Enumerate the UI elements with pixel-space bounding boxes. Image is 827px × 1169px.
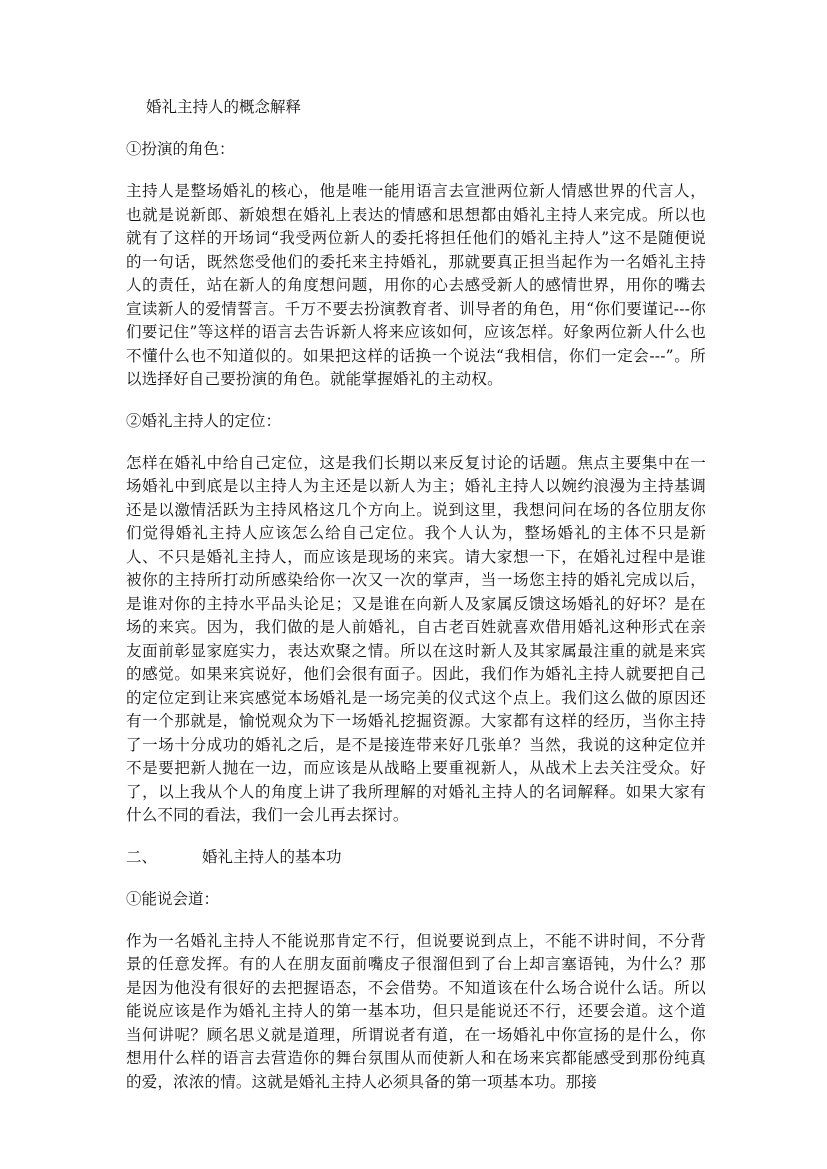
section-heading-speaking: ①能说会道： (126, 889, 220, 908)
part-two-number: 二、 (126, 847, 158, 866)
part-two-heading (126, 846, 706, 870)
paragraph-positioning: 怎样在婚礼中给自己定位，这是我们长期以来反复讨论的话题。焦点主要集中在一场婚礼中到底是以主持人为主还是以新人为主；婚礼主持人以婉约浪漫为主持基调还是以激情活跃为主持风格这几个方向上。说到这里，我想问问在场的各位朋友你们觉得婚礼主持人应该怎么给自己定位。我个人认为，整场婚礼的主体不只是新人、不只是婚礼主持人，而应该是现场的来宾。请大家想一下，在婚礼过程中是谁被你的主持所打动所感染给你一次又一次的掌声，当一场您主持的婚礼完成以后，是谁对你的主持水平品头论足；又是谁在向新人及家属反馈这场婚礼的好坏？是在场的来宾。因为，我们做的是人前婚礼，自古老百姓就喜欢借用婚礼这种形式在亲友面前彰显家庭实力，表达欢聚之情。所以在这时新人及其家属最注重的就是来宾的感觉。如果来宾说好，他们会很有面子。因此，我们作为婚礼主持人就要把自己的定位定到让来宾感觉本场婚礼是一场完美的仪式这个点上。我们这么做的原因还有一个那就是，愉悦观众为下一场婚礼挖掘资源。大家都有这样的经历，当你主持了一场十分成功的婚礼之后，是不是接连带来好几张单？当然，我说的这种定位并不是要把新人抛在一边，而应该是从战略上要重视新人，从战术上去关注受众。好了，以上我从个人的角度上讲了我所理解的对婚礼主持人的名词解释。如果大家有什么不同的看法，我们一会儿再去探讨。 (126, 453, 706, 824)
paragraph-speaking: 作为一名婚礼主持人不能说那肯定不行，但说要说到点上，不能不讲时间，不分背景的任意发挥。有的人在朋友面前嘴皮子很溜但到了台上却言塞语钝，为什么？那是因为他没有很好的去把握语态，不会借势。不知道该在什么场合说什么话。所以能说应该是作为婚礼主持人的第一基本功，但只是能说还不行，还要会道。这个道当何讲呢？顾名思义就是道理，所谓说者有道，在一场婚礼中你宣扬的是什么，你想用什么样的语言去营造你的舞台氛围从而使新人和在场来宾都能感受到那份纯真的爱，浓浓的情。这就是婚礼主持人必须具备的第一项基本功。那接 (126, 931, 706, 1091)
document-body (126, 96, 706, 1112)
page-title: 婚礼主持人的概念解释 (146, 98, 302, 116)
paragraph-role: 主持人是整场婚礼的核心，他是唯一能用语言去宣泄两位新人情感世界的代言人，也就是说新郎、新娘想在婚礼上表达的情感和思想都由婚礼主持人来完成。所以也就有了这样的开场词“我受两位新人的委托将担任他们的婚礼主持人”这不是随便说的一句话，既然您受他们的委托来主持婚礼，那就要真正担当起作为一名婚礼主持人的责任，站在新人的角度想问题，用你的心去感受新人的感情世界，用你的嘴去宣读新人的爱情誓言。千万不要去扮演教育者、训导者的角色，用“你们要谨记---你们要记住”等这样的语言去告诉新人将来应该如何，应该怎样。好象两位新人什么也不懂什么也不知道似的。如果把这样的话换一个说法“我相信，你们一定会---”。所以选择好自己要扮演的角色。就能掌握婚礼的主动权。 (126, 182, 706, 388)
section-heading-role: ①扮演的角色： (126, 140, 235, 158)
part-two-title: 婚礼主持人的基本功 (202, 847, 342, 866)
section-heading-positioning: ②婚礼主持人的定位： (126, 411, 282, 430)
